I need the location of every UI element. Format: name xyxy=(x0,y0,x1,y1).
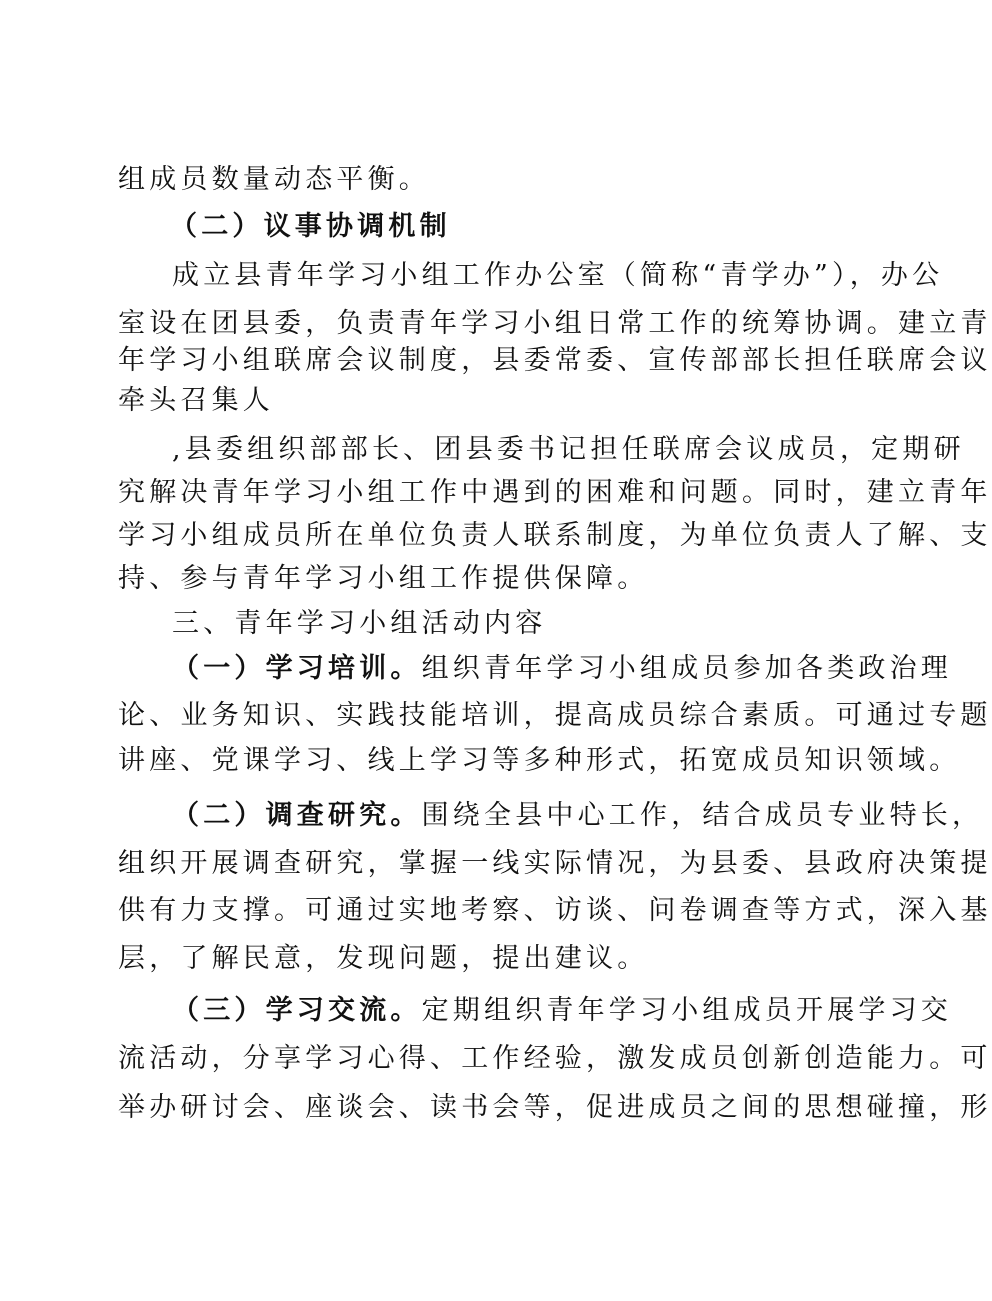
section-heading-2: （二）议事协调机制 xyxy=(170,211,451,242)
section-heading-3: 三、青年学习小组活动内容 xyxy=(172,608,547,639)
paragraph-line: ,县委组织部部长、团县委书记担任联席会议成员，定期研 xyxy=(172,434,965,465)
lead-text: 围绕全县中心工作，结合成员专业特长， xyxy=(421,800,984,831)
paragraph-line: 组织开展调查研究，掌握一线实际情况，为县委、县政府决策提 xyxy=(118,848,992,879)
paragraph-line: 成立县青年学习小组工作办公室（简称“青学办”），办公 xyxy=(172,260,944,291)
paragraph-line: 牵头召集人 xyxy=(118,385,274,416)
paragraph-line xyxy=(172,995,952,1027)
paragraph-line: 供有力支撑。可通过实地考察、访谈、问卷调查等方式，深入基 xyxy=(118,895,992,926)
paragraph-line xyxy=(172,653,952,685)
paragraph-line: 流活动，分享学习心得、工作经验，激发成员创新创造能力。可 xyxy=(118,1043,992,1074)
paragraph-line: 室设在团县委，负责青年学习小组日常工作的统筹协调。建立青 xyxy=(118,308,992,339)
lead-heading: （一）学习培训。 xyxy=(172,653,422,684)
lead-text: 定期组织青年学习小组成员开展学习交 xyxy=(421,995,953,1026)
paragraph-line xyxy=(172,800,983,832)
paragraph-line: 组成员数量动态平衡。 xyxy=(118,164,430,195)
paragraph-line: 层，了解民意，发现问题，提出建议。 xyxy=(118,943,649,974)
paragraph-line: 年学习小组联席会议制度，县委常委、宣传部部长担任联席会议 xyxy=(118,345,992,376)
paragraph-line: 究解决青年学习小组工作中遇到的困难和问题。同时，建立青年 xyxy=(118,477,992,508)
paragraph-line: 学习小组成员所在单位负责人联系制度，为单位负责人了解、支 xyxy=(118,520,992,551)
paragraph-line: 论、业务知识、实践技能培训，提高成员综合素质。可通过专题 xyxy=(118,700,992,731)
lead-heading: （二）调查研究。 xyxy=(172,800,422,831)
paragraph-line: 持、参与青年学习小组工作提供保障。 xyxy=(118,563,649,594)
lead-heading: （三）学习交流。 xyxy=(172,995,422,1026)
lead-text: 组织青年学习小组成员参加各类政治理 xyxy=(421,653,953,684)
paragraph-line: 举办研讨会、座谈会、读书会等，促进成员之间的思想碰撞，形 xyxy=(118,1092,992,1123)
paragraph-line: 讲座、党课学习、线上学习等多种形式，拓宽成员知识领域。 xyxy=(118,745,961,776)
